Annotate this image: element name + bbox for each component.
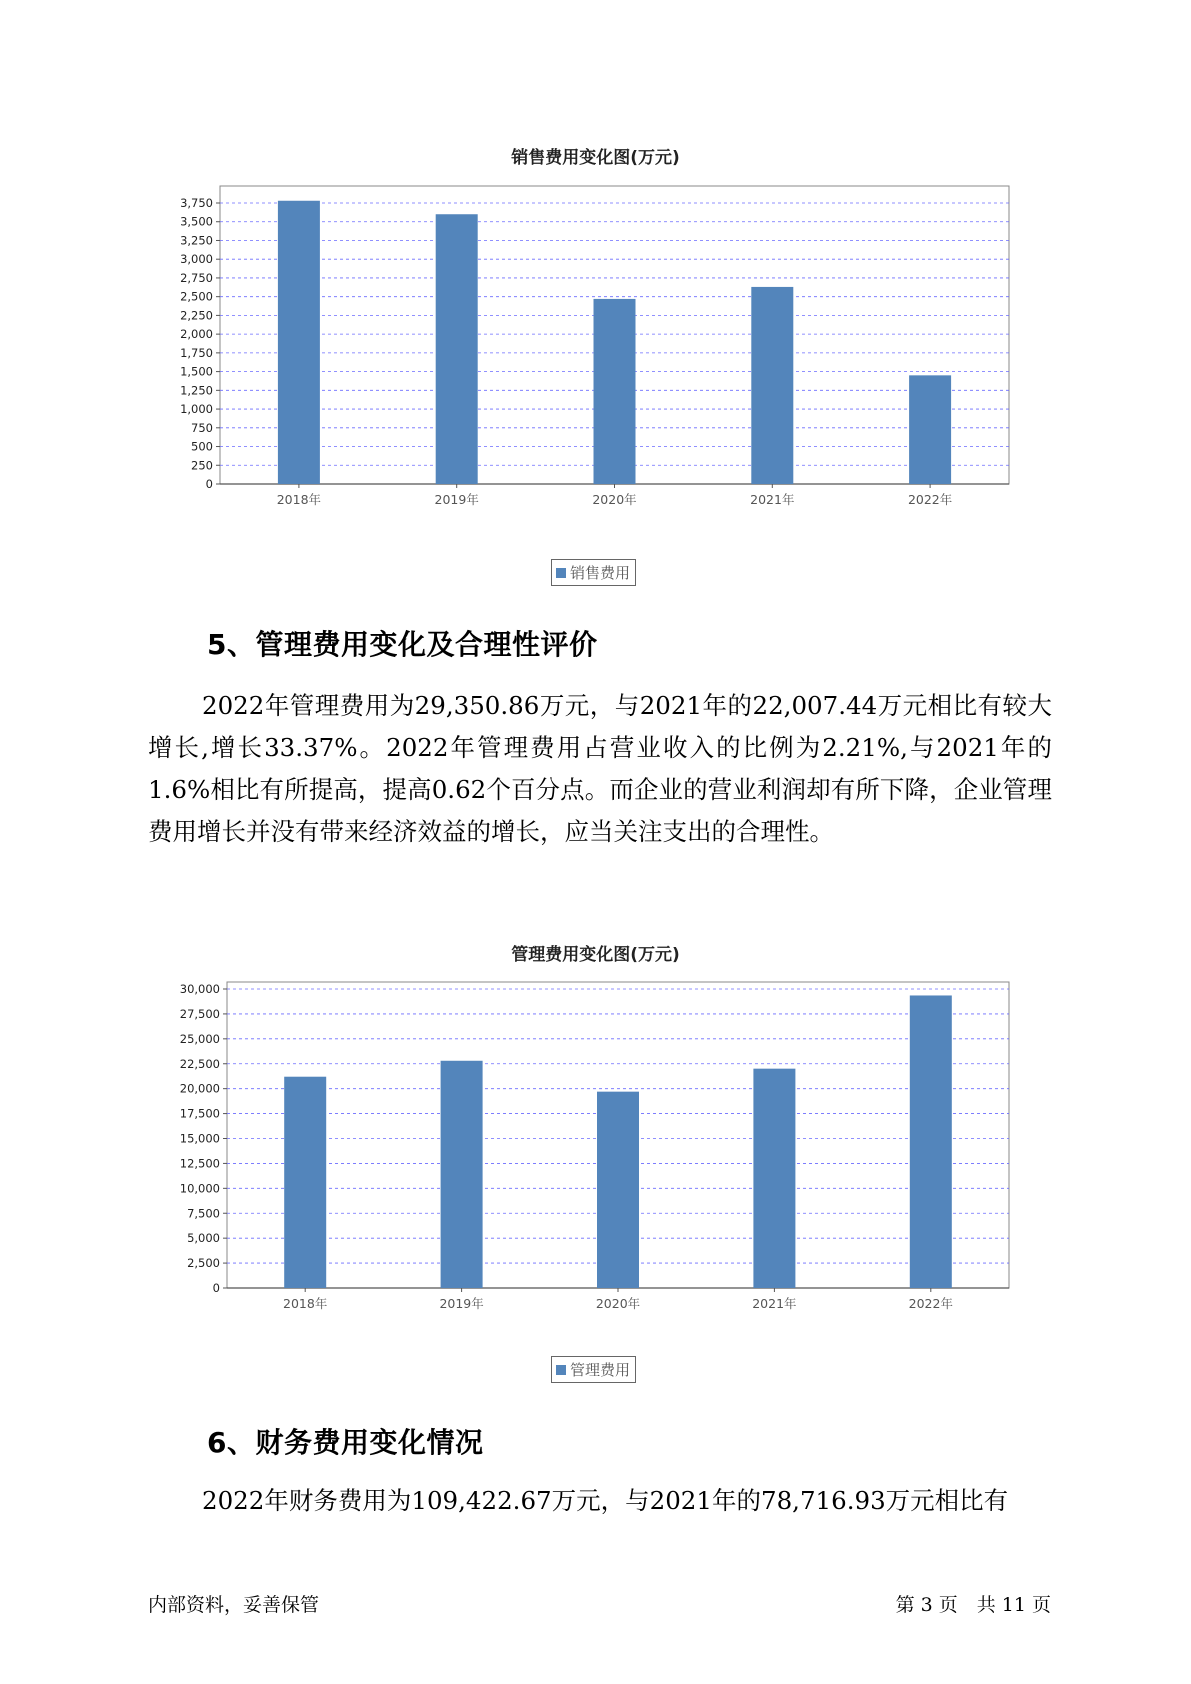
y-tick-label: 2,500 [180, 289, 213, 304]
bar [284, 1077, 326, 1288]
footer-confidential: 内部资料，妥善保管 [148, 1594, 320, 1616]
y-tick-label: 3,750 [180, 196, 213, 210]
sales-expense-chart [0, 170, 1191, 515]
section-heading-6: 6、财务费用变化情况 [207, 1426, 484, 1459]
bar [751, 287, 793, 484]
bar [441, 1061, 483, 1288]
y-tick-label: 1,000 [180, 402, 213, 417]
y-tick-label: 5,000 [187, 1231, 220, 1246]
legend-label: 销售费用 [570, 564, 631, 582]
legend-swatch-icon [556, 1365, 566, 1375]
bar [594, 299, 636, 484]
bar [753, 1069, 795, 1288]
y-tick-label: 750 [191, 420, 213, 435]
y-tick-label: 0 [205, 477, 213, 491]
y-tick-label: 2,250 [180, 308, 213, 323]
y-tick-label: 30,000 [179, 982, 220, 996]
x-tick-label: 2021年 [750, 492, 795, 507]
bar [597, 1092, 639, 1288]
x-tick-label: 2021年 [752, 1296, 797, 1311]
x-tick-label: 2019年 [439, 1296, 484, 1311]
y-tick-label: 2,000 [180, 327, 213, 342]
bar [909, 375, 951, 484]
y-tick-label: 1,500 [180, 364, 213, 379]
y-tick-label: 1,250 [180, 383, 213, 398]
legend-sales [551, 559, 636, 586]
bar [278, 201, 320, 484]
y-tick-label: 12,500 [179, 1156, 220, 1171]
y-tick-label: 0 [212, 1281, 220, 1295]
y-tick-label: 250 [191, 458, 213, 473]
bar [436, 214, 478, 484]
y-tick-label: 3,500 [180, 214, 213, 229]
x-tick-label: 2018年 [283, 1296, 328, 1311]
x-tick-label: 2020年 [595, 1296, 641, 1311]
chart-title-sales: 销售费用变化图(万元) [511, 148, 680, 168]
bar [910, 995, 952, 1288]
legend-swatch-icon [556, 568, 566, 578]
x-tick-label: 2019年 [434, 492, 479, 507]
x-tick-label: 2022年 [908, 1296, 953, 1311]
chart-title-admin: 管理费用变化图(万元) [511, 945, 680, 965]
legend-admin [551, 1356, 636, 1383]
y-tick-label: 500 [191, 439, 213, 454]
y-tick-label: 17,500 [179, 1106, 220, 1121]
x-tick-label: 2020年 [592, 492, 637, 507]
y-tick-label: 20,000 [179, 1081, 220, 1096]
y-tick-label: 7,500 [187, 1206, 220, 1221]
y-tick-label: 22,500 [179, 1056, 220, 1071]
footer-page-number: 第 3 页 共 11 页 [895, 1594, 1051, 1616]
legend-label: 管理费用 [570, 1361, 631, 1379]
section-heading-5: 5、管理费用变化及合理性评价 [207, 628, 598, 661]
y-tick-label: 2,500 [187, 1256, 220, 1271]
section-paragraph-6: 2022年财务费用为109,422.67万元，与2021年的78,716.93万元相比有 [202, 1486, 1009, 1515]
y-tick-label: 27,500 [179, 1006, 220, 1021]
y-tick-label: 25,000 [179, 1031, 220, 1046]
y-tick-label: 3,250 [180, 233, 213, 248]
admin-expense-chart [0, 970, 1191, 1315]
y-tick-label: 10,000 [179, 1181, 220, 1196]
y-tick-label: 1,750 [180, 345, 213, 360]
x-tick-label: 2018年 [276, 492, 322, 507]
x-tick-label: 2022年 [907, 492, 953, 507]
y-tick-label: 15,000 [179, 1131, 220, 1146]
y-tick-label: 2,750 [180, 270, 213, 285]
y-tick-label: 3,000 [180, 252, 213, 267]
section-paragraph-5: 2022年管理费用为29,350.86万元，与2021年的22,007.44万元相比有较大增长,增长33.37%。2022年管理费用占营业收入的比例为2.21%,与2021年的1.6%相比有所提高，提高0.62个百分点。而企业的营业利润却有所下降，企业管理费用增长并没有带来经济效益的增长，应当关注支出的合理性。 [148, 691, 1052, 846]
